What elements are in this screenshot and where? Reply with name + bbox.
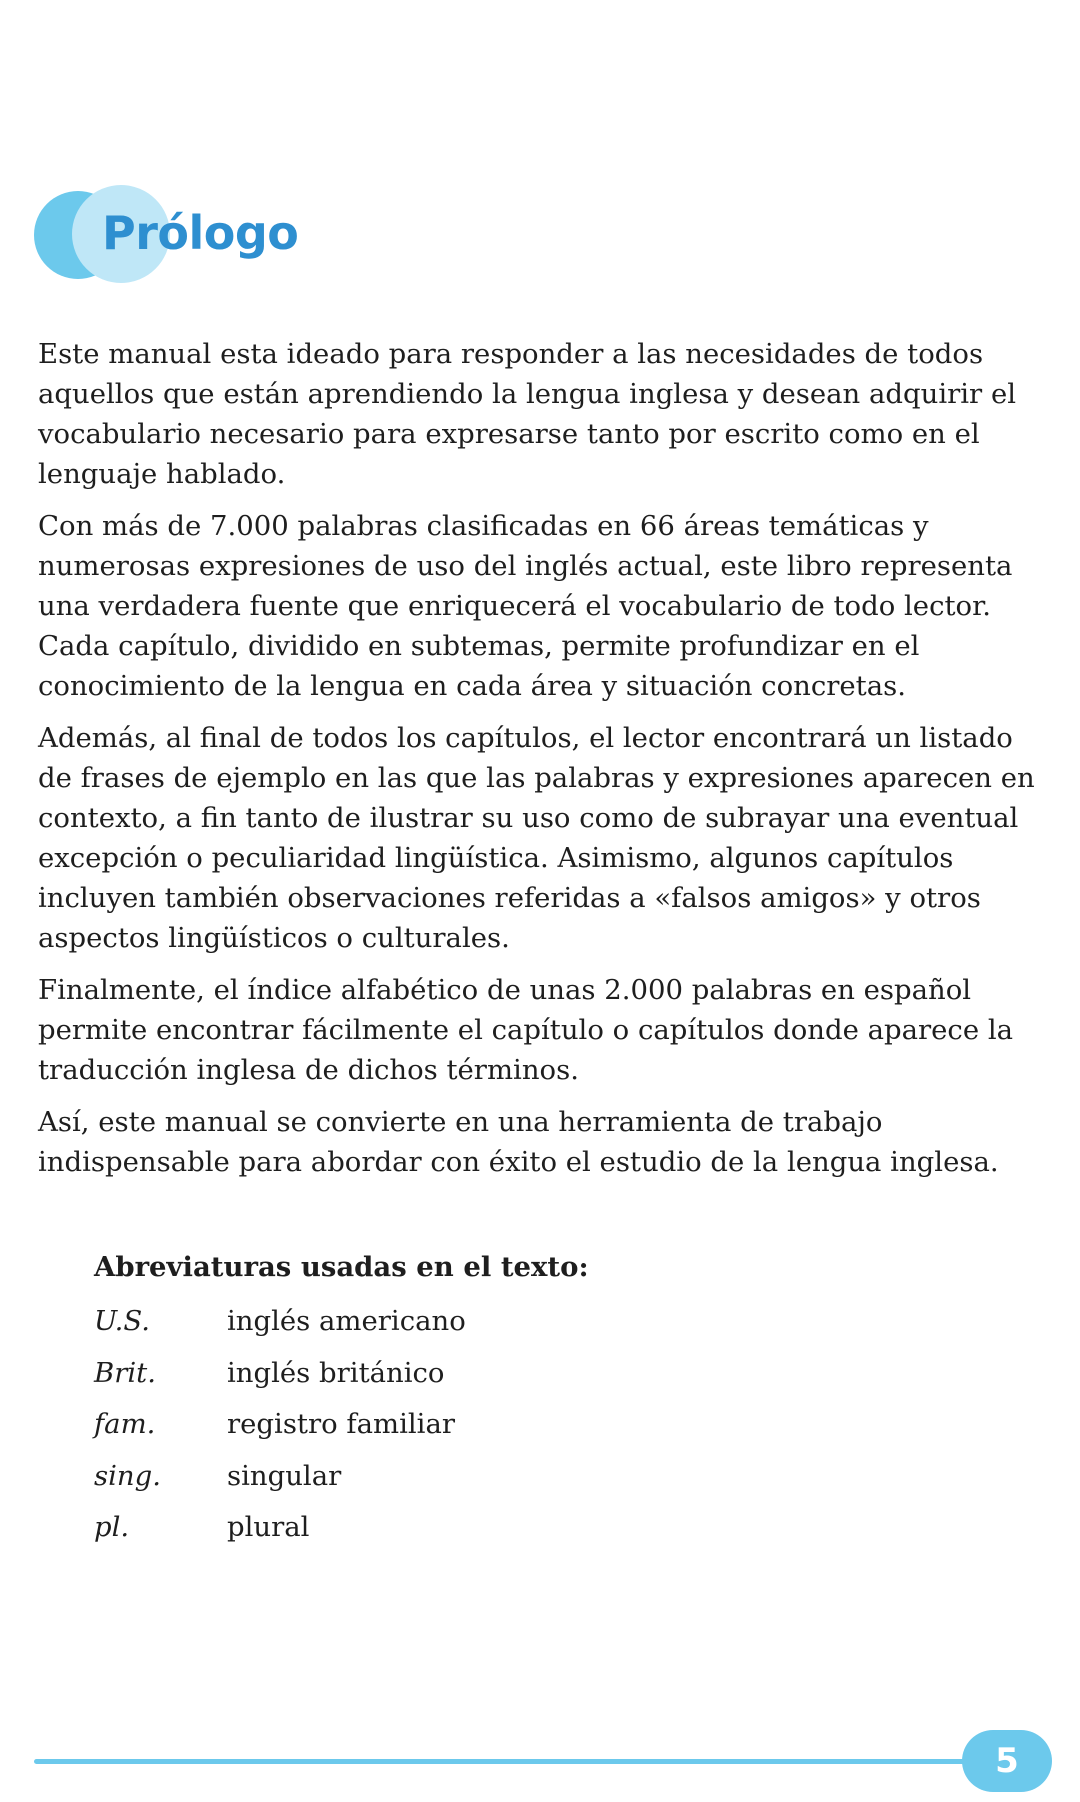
chapter-heading [34,185,354,285]
abbreviation-term: fam. [94,1408,156,1440]
abbreviations-list [94,1246,794,1554]
abbreviations-heading: Abreviaturas usadas en el texto: [94,1251,589,1283]
footer-divider [34,1759,974,1764]
abbreviation-meaning: inglés americano [227,1305,466,1337]
prologue-body [38,334,1038,1194]
paragraph: Así, este manual se convierte en una herramienta de trabajo indispensable para abordar con éxito el estudio de la lengua inglesa. [38,1106,999,1178]
abbreviation-meaning: plural [227,1511,310,1543]
page-title: Prólogo [102,206,299,260]
abbreviation-row [94,1502,794,1554]
abbreviation-row [94,1296,794,1348]
paragraph: Este manual esta ideado para responder a las necesidades de todos aquellos que están aprendiendo la lengua inglesa y desean adquirir el vocabulario necesario para expresarse tanto por escrito como en el lenguaje hablado. [38,338,1017,490]
page-number-badge: 5 [962,1730,1052,1792]
abbreviation-term: U.S. [94,1305,150,1337]
abbreviation-term: sing. [94,1459,161,1492]
paragraph: Además, al final de todos los capítulos, el lector encontrará un listado de frases de ejemplo en las que las palabras y expresiones aparecen en contexto, a fin tanto de ilustrar su uso como de subrayar una eventual excepción o peculiaridad lingüística. Asimismo, algunos capítulos incluyen también observaciones referidas a «falsos amigos» y otros aspectos lingüísticos o culturales. [38,722,1035,954]
abbreviation-row [94,1399,794,1451]
paragraph: Finalmente, el índice alfabético de unas 2.000 palabras en español permite encontrar fácilmente el capítulo o capítulos donde aparece la traducción inglesa de dichos términos. [38,974,1014,1086]
abbreviation-meaning: inglés británico [227,1356,445,1389]
abbreviation-meaning: registro familiar [227,1408,456,1440]
abbreviation-meaning: singular [227,1459,342,1492]
abbreviation-term: pl. [94,1511,130,1543]
paragraph: Con más de 7.000 palabras clasificadas en 66 áreas temáticas y numerosas expresiones de uso del inglés actual, este libro representa una verdadera fuente que enriquecerá el vocabulario de todo lector. Cada capítulo, dividido en subtemas, permite profundizar en el conocimiento de la lengua en cada área y situación concretas. [38,510,1013,702]
abbreviation-row [94,1451,794,1503]
abbreviation-term: Brit. [94,1356,156,1389]
abbreviation-row [94,1348,794,1400]
